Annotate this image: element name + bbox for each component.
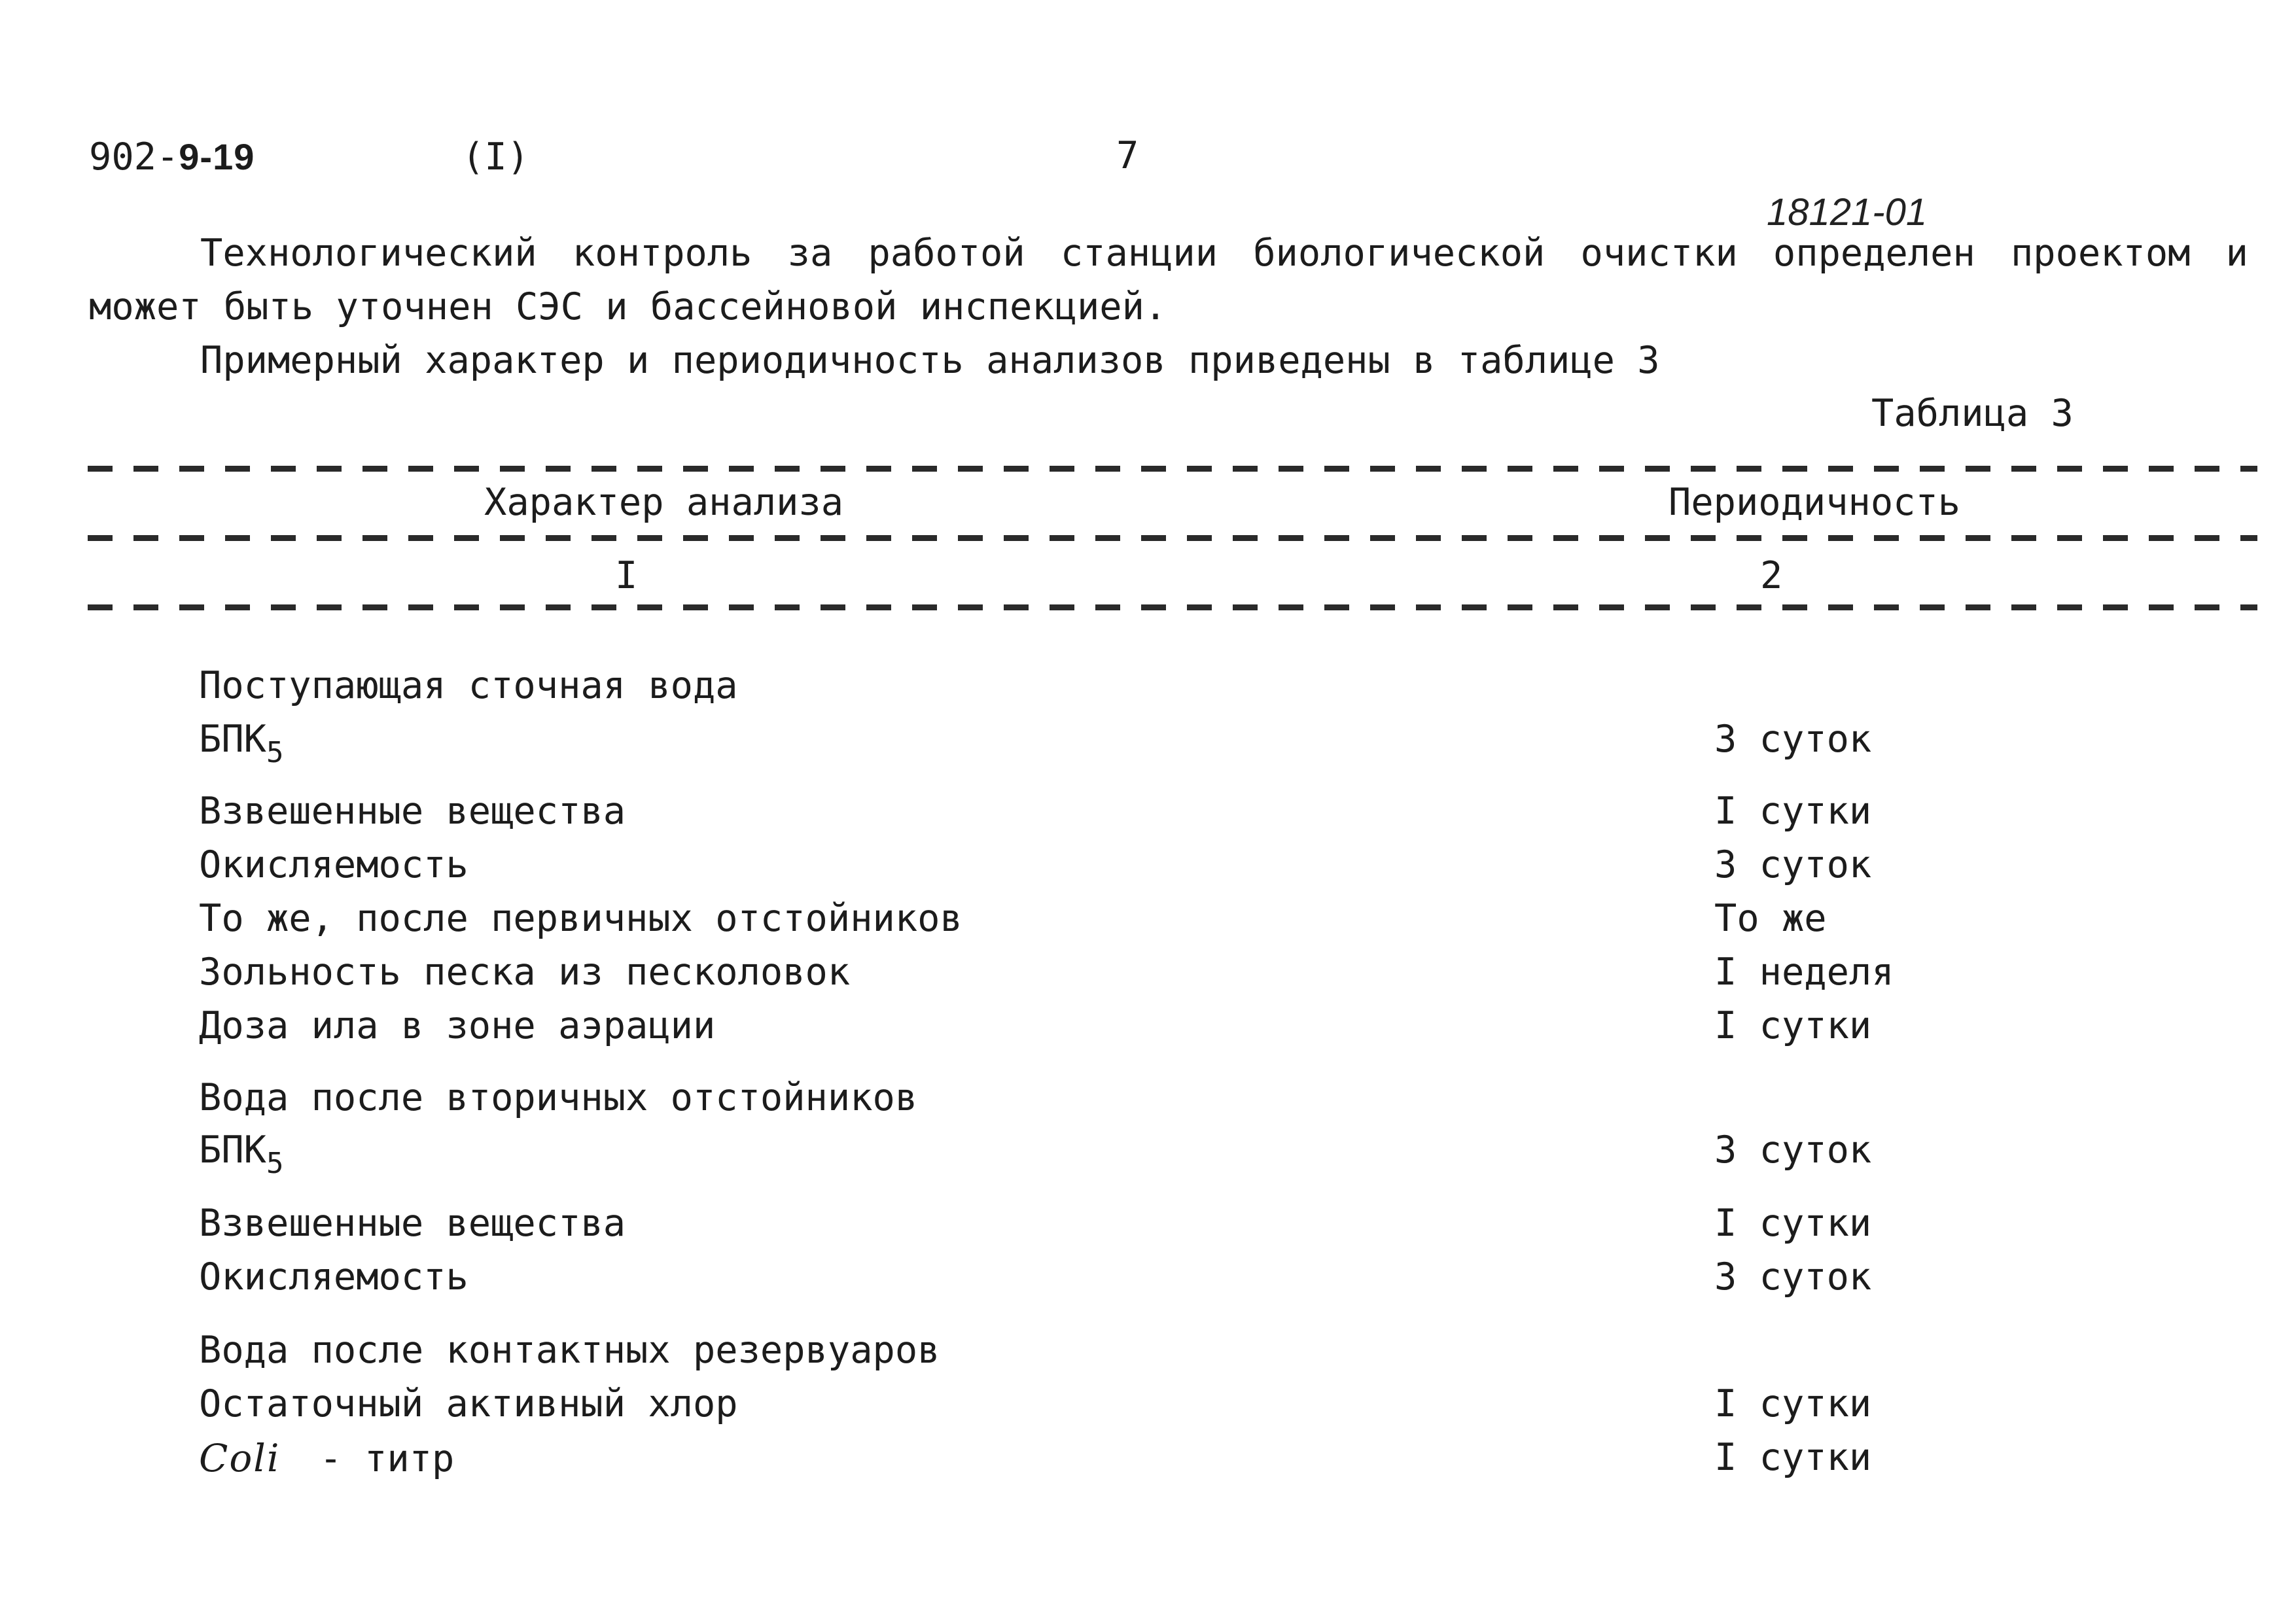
group-title-contact-reservoirs: Вода после контактных резервуаров [199,1329,940,1372]
document-code [89,135,255,179]
document-code-prefix: 902- [89,135,179,179]
document-code-suffix: 9-19 [179,136,255,177]
table-caption: Таблица 3 [1871,392,2074,435]
handwritten-document-number: 18121-01 [1767,191,1928,234]
group-title-incoming-water: Поступающая сточная вода [199,664,738,707]
handwritten-coli: Coli [199,1436,281,1480]
column-number-1: I [615,554,638,597]
table-row-value: I сутки [1714,1382,1872,1425]
table-row-label: То же, после первичных отстойников [199,897,963,940]
table-row-label: $БПК_5$ [199,1128,284,1180]
table-row-value: I сутки [1714,1436,1872,1479]
table-row-label: Окисляемость [199,843,468,886]
table-row-value: 3 суток [1714,843,1872,886]
intro-paragraph-2: Примерный характер и периодичность анализов приведены в таблице 3 [200,339,1660,382]
group-title-secondary-settlers: Вода после вторичных отстойников [199,1076,918,1119]
column-header-frequency: Периодичность [1669,481,1961,524]
table-row-label: Взвешенные вещества [199,790,626,833]
table-row-value: То же [1714,897,1827,940]
table-row-value: I сутки [1714,790,1872,833]
table-row-label: Доза ила в зоне аэрации [199,1004,716,1047]
table-header-rule [88,535,2257,541]
table-row-value: 3 суток [1714,1255,1872,1299]
table-row-label: Остаточный активный хлор [199,1382,738,1425]
intro-paragraph-1: Технологический контроль за работой станции биологической очистки определен проектом и может быть уточнен СЭС и бассейновой инспекцией. [89,232,2248,328]
page-number: 7 [1116,134,1139,177]
table-row-value: I сутки [1714,1004,1872,1047]
column-header-analysis: Характер анализа [484,481,844,524]
table-row-value: 3 суток [1714,718,1872,761]
table-row-value: 3 суток [1714,1128,1872,1172]
table-row-label: Coli - титр [199,1436,455,1480]
table-row-value: I неделя [1714,951,1894,994]
table-numbers-rule [88,604,2257,610]
table-row-label: Зольность песка из песколовок [199,951,851,994]
table-row-label: Взвешенные вещества [199,1202,626,1245]
table-row-value: I сутки [1714,1202,1872,1245]
document-sheet: (I) [462,135,529,179]
table-row-label: Окисляемость [199,1255,468,1299]
table-row-label: $БПК_5$ [199,718,284,769]
column-number-2: 2 [1760,554,1783,597]
table-top-rule [88,466,2257,472]
